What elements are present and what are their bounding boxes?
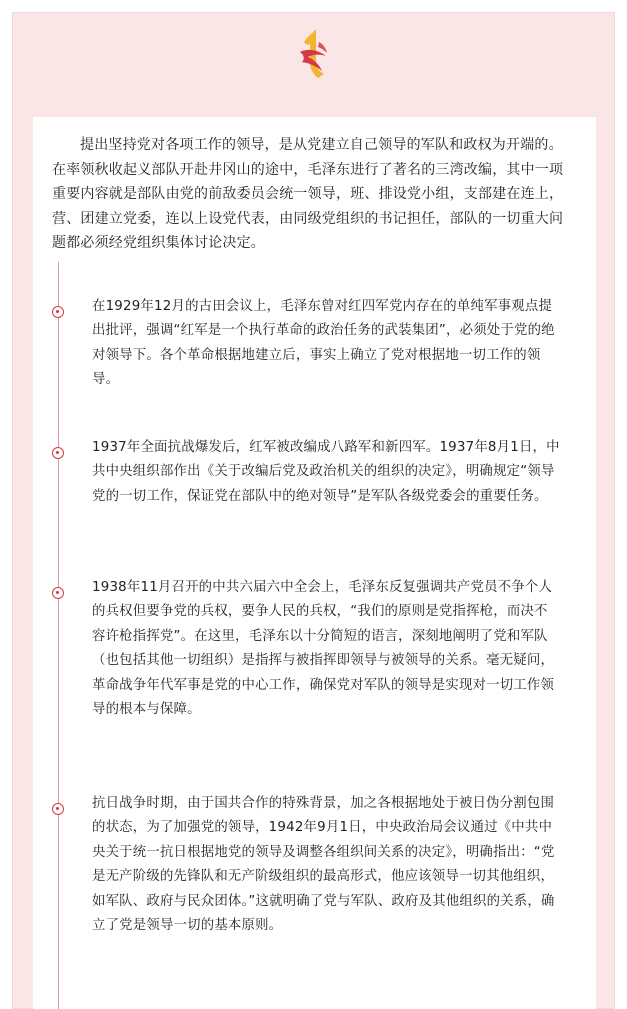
timeline-line bbox=[58, 262, 59, 1009]
timeline-entry: 抗日战争时期，由于国共合作的特殊背景，加之各根据地处于被日伪分割包围的状态，为了加强党的领导，1942年9月1日，中央政治局会议通过《中共中央关于统一抗日根据地党的领导及调整各组织间关系的决定》，明确指出：“党是无产阶级的先锋队和无产阶级组织的最高形式，他应该领导一切其他组织，如军队、政府与民众团体。”这就明确了党与军队、政府及其他组织的关系，确立了党是领导一切的基本原则。 bbox=[92, 796, 555, 934]
intro-paragraph: 提出坚持党对各项工作的领导，是从党建立自己领导的军队和政权为开端的。在率领秋收起义部队开赴井冈山的途中，毛泽东进行了著名的三湾改编，其中一项重要内容就是部队由党的前敌委员会统一领导，班、排设党小组，支部建在连上，营、团建立党委，连以上设党代表，由同级党组织的书记担任，部队的一切重大问题都必须经党组织集体讨论决定。 bbox=[52, 137, 564, 252]
timeline-entry: 在1929年12月的古田会议上，毛泽东曾对红四军党内存在的单纯军事观点提出批评，强调“红军是一个执行革命的政治任务的武装集团”，必须处于党的绝对领导下。各个革命根据地建立后，事实上确立了党对根据地一切工作的领导。 bbox=[92, 299, 555, 388]
timeline-dot-icon bbox=[52, 803, 64, 815]
timeline-entry: 1938年11月召开的中共六届六中全会上，毛泽东反复强调共产党员不争个人的兵权但要争党的兵权，要争人民的兵权，“我们的原则是党指挥枪，而决不容许枪指挥党”。在这里，毛泽东以十分简短的语言，深刻地阐明了党和军队（也包括其他一切组织）是指挥与被指挥即领导与被领导的关系。毫无疑问，革命战争年代军事是党的中心工作，确保党对军队的领导是实现对一切工作领导的根本与保障。 bbox=[92, 580, 555, 718]
timeline-dot-icon bbox=[52, 447, 64, 459]
timeline-dot-icon bbox=[52, 306, 64, 318]
timeline-entry: 1937年全面抗战爆发后，红军被改编成八路军和新四军。1937年8月1日，中共中央组织部作出《关于改编后党及政治机关的组织的决定》，明确规定“领导党的一切工作，保证党在部队中的绝对领导”是军队各级党委会的重要任务。 bbox=[92, 440, 560, 504]
ribbon-one-emblem-icon bbox=[296, 28, 330, 80]
timeline-dot-icon bbox=[52, 587, 64, 599]
